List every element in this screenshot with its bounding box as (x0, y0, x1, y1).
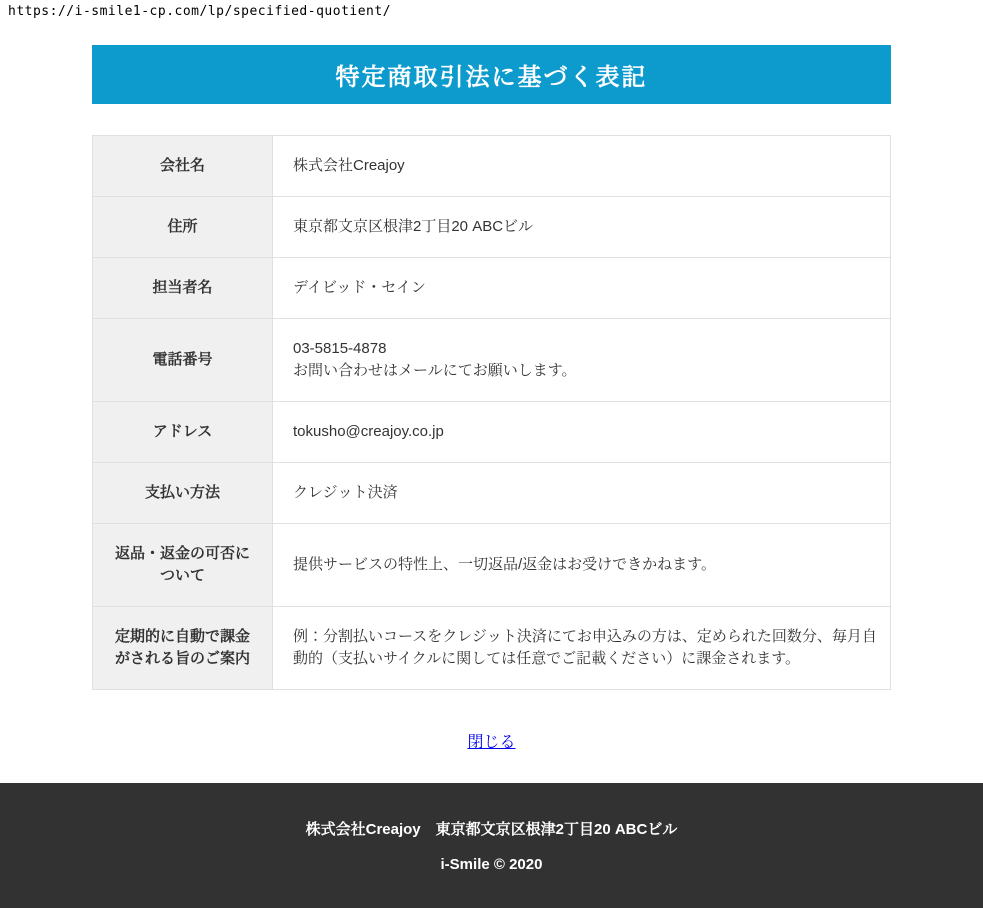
row-label-contact-person: 担当者名 (93, 258, 273, 319)
row-value-payment: クレジット決済 (273, 463, 891, 524)
url-text: https://i-smile1-cp.com/lp/specified-quotient/ (8, 4, 392, 19)
table-row (93, 463, 891, 524)
row-value-refund: 提供サービスの特性上、一切返品/返金はお受けできかねます。 (273, 524, 891, 607)
table-row (93, 197, 891, 258)
table-row (93, 258, 891, 319)
table-row (93, 402, 891, 463)
page-title-bar (92, 45, 891, 104)
phone-note: お問い合わせはメールにてお願いします。 (293, 362, 577, 379)
row-label-phone: 電話番号 (93, 319, 273, 402)
row-label-payment: 支払い方法 (93, 463, 273, 524)
page-title: 特定商取引法に基づく表記 (335, 64, 648, 91)
row-value-email: tokusho@creajoy.co.jp (273, 402, 891, 463)
row-label-recurring-billing: 定期的に自動で課金がされる旨のご案内 (93, 607, 273, 690)
table-row (93, 136, 891, 197)
info-table (92, 135, 891, 690)
close-link-container (0, 729, 983, 752)
footer (0, 783, 983, 908)
row-value-contact-person: デイビッド・セイン (273, 258, 891, 319)
footer-company-line: 株式会社Creajoy 東京都文京区根津2丁目20 ABCビル (305, 821, 678, 838)
close-link[interactable]: 閉じる (467, 734, 516, 751)
row-label-refund: 返品・返金の可否について (93, 524, 273, 607)
row-value-recurring-billing: 例：分割払いコースをクレジット決済にてお申込みの方は、定められた回数分、毎月自動的（支払いサイクルに関しては任意でご記載ください）に課金されます。 (273, 607, 891, 690)
row-label-company: 会社名 (93, 136, 273, 197)
footer-copyright: i-Smile © 2020 (440, 856, 543, 873)
table-row (93, 524, 891, 607)
row-label-email: アドレス (93, 402, 273, 463)
row-value-phone (273, 319, 891, 402)
row-value-company: 株式会社Creajoy (273, 136, 891, 197)
table-row (93, 607, 891, 690)
row-value-address: 東京都文京区根津2丁目20 ABCビル (273, 197, 891, 258)
phone-number: 03-5815-4878 (293, 340, 387, 357)
row-label-address: 住所 (93, 197, 273, 258)
table-row (93, 319, 891, 402)
